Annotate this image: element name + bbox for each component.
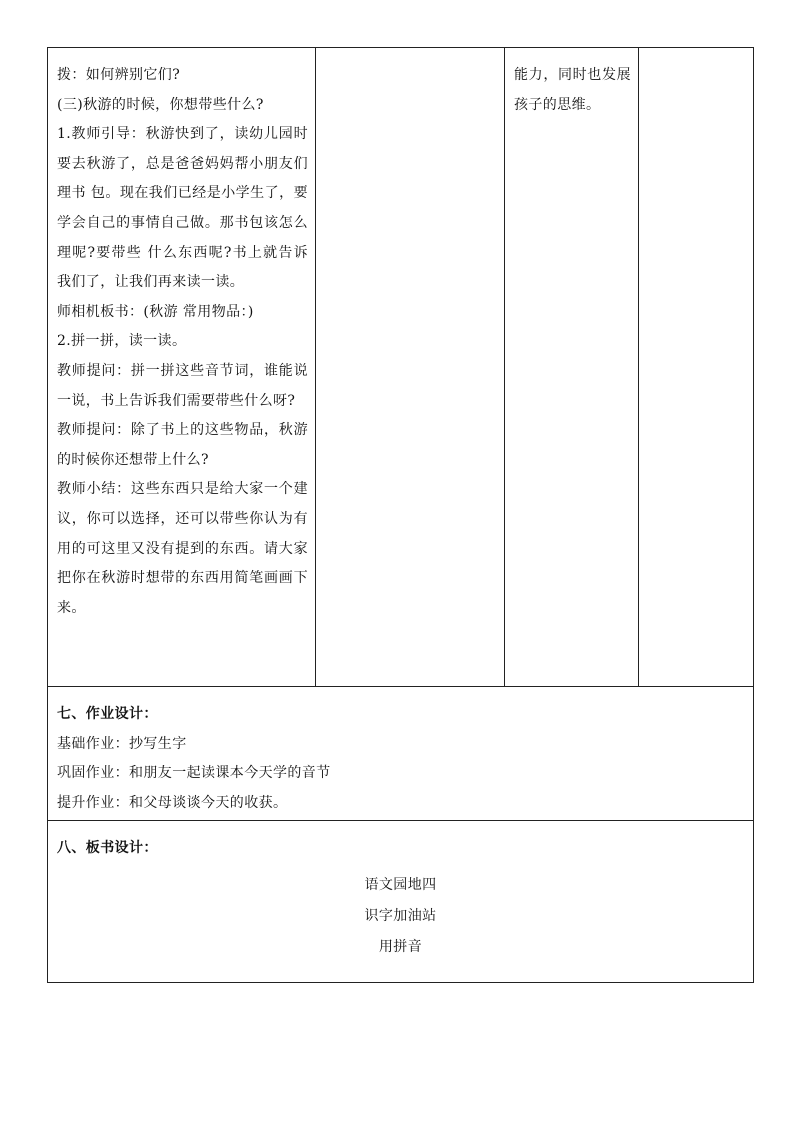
student-activity-cell — [316, 48, 505, 687]
teaching-process-cell — [48, 48, 316, 687]
homework-consolidate: 巩固作业：和朋友一起读课本今天学的音节 — [57, 765, 331, 782]
homework-row — [48, 687, 754, 821]
process-paragraph: 教师小结：这些东西只是给大家一个建议，你可以选择，还可以带些你认为有用的可这里又没有提到的东西。请大家把你在秋游时想带的东西用简笔画画下来。 — [57, 481, 308, 616]
homework-basic: 基础作业：抄写生字 — [57, 735, 187, 752]
board-content — [57, 870, 744, 963]
homework-title: 七、作业设计： — [57, 706, 158, 722]
board-design-title: 八、板书设计： — [57, 840, 158, 856]
process-paragraph: 教师提问：除了书上的这些物品，秋游的时候你还想带上什么? — [57, 422, 308, 468]
board-design-cell — [48, 821, 754, 983]
design-intent-text: 能力，同时也发展孩子的思维。 — [514, 67, 631, 113]
board-line: 用拼音 — [378, 938, 423, 955]
board-line: 语文园地四 — [364, 876, 437, 893]
notes-cell — [639, 48, 754, 687]
homework-improve: 提升作业：和父母谈谈今天的收获。 — [57, 794, 288, 811]
homework-cell — [48, 687, 754, 821]
process-paragraph: 2.拼一拼，读一读。 — [57, 333, 187, 350]
process-paragraph: (三)秋游的时候，你想带些什么? — [57, 96, 264, 113]
process-paragraph: 师相机板书：(秋游 常用物品：) — [57, 303, 254, 320]
board-line: 识字加油站 — [364, 907, 437, 924]
design-intent-cell — [505, 48, 639, 687]
lesson-plan-table — [47, 47, 754, 983]
process-paragraph: 1.教师引导：秋游快到了，读幼儿园时要去秋游了，总是爸爸妈妈帮小朋友们理书 包。现在我们已经是小学生了，要学会自己的事情自己做。那书包该怎么理呢?要带些 什么东西呢?书上就告诉我们了，让我们再来读一读。 — [57, 126, 308, 291]
board-design-row — [48, 821, 754, 983]
teaching-process-row — [48, 48, 754, 687]
process-paragraph: 拨：如何辨别它们? — [57, 67, 181, 83]
process-paragraph: 教师提问：拼一拼这些音节词，谁能说一说，书上告诉我们需要带些什么呀? — [57, 362, 308, 409]
